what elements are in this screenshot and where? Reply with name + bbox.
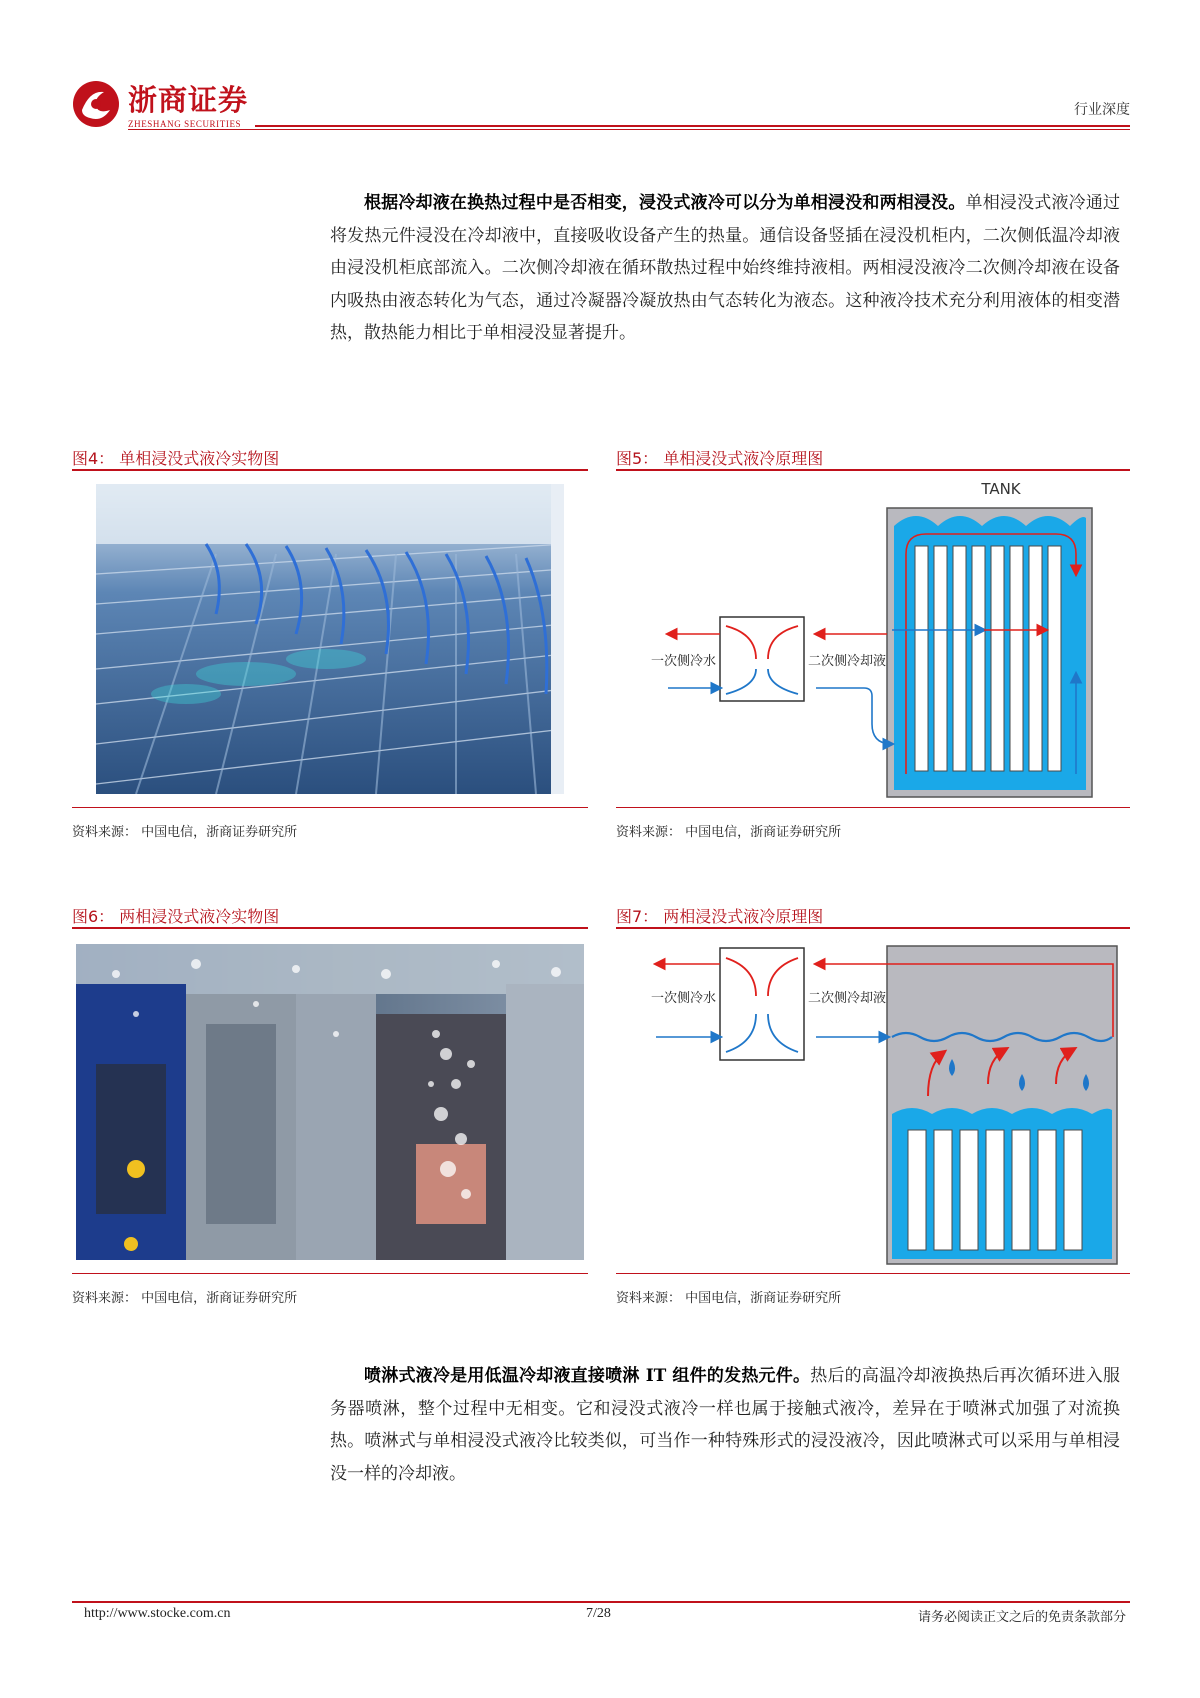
figure-5-bottom-rule (616, 807, 1130, 808)
figure-7-rule (616, 927, 1130, 929)
figure-4-rule (72, 469, 588, 471)
figure-4-bottom-rule (72, 807, 588, 808)
figure-7-source: 资料来源： 中国电信，浙商证券研究所 (616, 1291, 842, 1306)
footer-divider (72, 1601, 1130, 1603)
report-category: 行业深度 (1074, 102, 1130, 118)
page-number: 7/28 (586, 1606, 611, 1621)
figure-5-rule (616, 469, 1130, 471)
paragraph-spray-cooling (330, 1360, 1120, 1490)
single-phase-immersion-photo (96, 484, 564, 794)
brand-name-english: ZHESHANG SECURITIES (128, 119, 242, 129)
paragraph-body: 热后的高温冷却液换热后再次循环进入服务器喷淋，整个过程中无相变。它和浸没式液冷一样也属于接触式液冷，差异在于喷淋式加强了对流换热。喷淋式与单相浸没式液冷比较类似，可当作一种特殊形式的浸没液冷，因此喷淋式可以采用与单相浸没一样的冷却液。 (330, 1366, 1120, 1484)
two-phase-immersion-diagram (616, 934, 1130, 1270)
paragraph-lead: 喷淋式液冷是用低温冷却液直接喷淋 IT 组件的发热元件。 (364, 1366, 811, 1386)
brand-logo-icon (72, 80, 120, 128)
secondary-coolant-label: 二次侧冷却液 (808, 991, 887, 1006)
figure-6-title: 图6： 两相浸没式液冷实物图 (72, 907, 280, 926)
figure-7-title: 图7： 两相浸没式液冷原理图 (616, 907, 824, 926)
secondary-coolant-label: 二次侧冷却液 (808, 654, 887, 669)
server-blades (908, 1130, 1082, 1250)
heat-exchanger (720, 948, 804, 1060)
heat-exchanger (720, 617, 804, 701)
single-phase-immersion-diagram (616, 474, 1130, 804)
paragraph-lead: 根据冷却液在换热过程中是否相变，浸没式液冷可以分为单相浸没和两相浸没。 (364, 193, 966, 213)
figure-5-source: 资料来源： 中国电信，浙商证券研究所 (616, 825, 842, 840)
figure-6-source: 资料来源： 中国电信，浙商证券研究所 (72, 1291, 298, 1306)
figure-7-bottom-rule (616, 1273, 1130, 1274)
paragraph-body: 单相浸没式液冷通过将发热元件浸没在冷却液中，直接吸收设备产生的热量。通信设备竖插在浸没机柜内，二次侧低温冷却液由浸没机柜底部流入。二次侧冷却液在循环散热过程中始终维持液相。两相浸没液冷二次侧冷却液在设备内吸热由液态转化为气态，通过冷凝器冷凝放热由气态转化为液态。这种液冷技术充分利用液体的相变潜热，散热能力相比于单相浸没显著提升。 (330, 193, 1121, 343)
two-phase-immersion-photo (76, 944, 584, 1260)
figure-5-title: 图5： 单相浸没式液冷原理图 (616, 449, 824, 468)
footer-disclaimer: 请务必阅读正文之后的免责条款部分 (917, 1610, 1126, 1625)
primary-water-label: 一次侧冷水 (650, 654, 716, 669)
footer-website-link[interactable]: http://www.stocke.com.cn (84, 1606, 231, 1621)
header-divider-thin (128, 129, 1130, 130)
primary-water-label: 一次侧冷水 (650, 991, 716, 1006)
figure-4-title: 图4： 单相浸没式液冷实物图 (72, 449, 280, 468)
figure-6-bottom-rule (72, 1273, 588, 1274)
header-divider (255, 125, 1130, 127)
figure-6-rule (72, 927, 588, 929)
paragraph-immersion-types (330, 187, 1120, 350)
brand-name: 浙商证券 (128, 83, 249, 117)
figure-4-source: 资料来源： 中国电信，浙商证券研究所 (72, 825, 298, 840)
tank-label: TANK (981, 480, 1021, 498)
